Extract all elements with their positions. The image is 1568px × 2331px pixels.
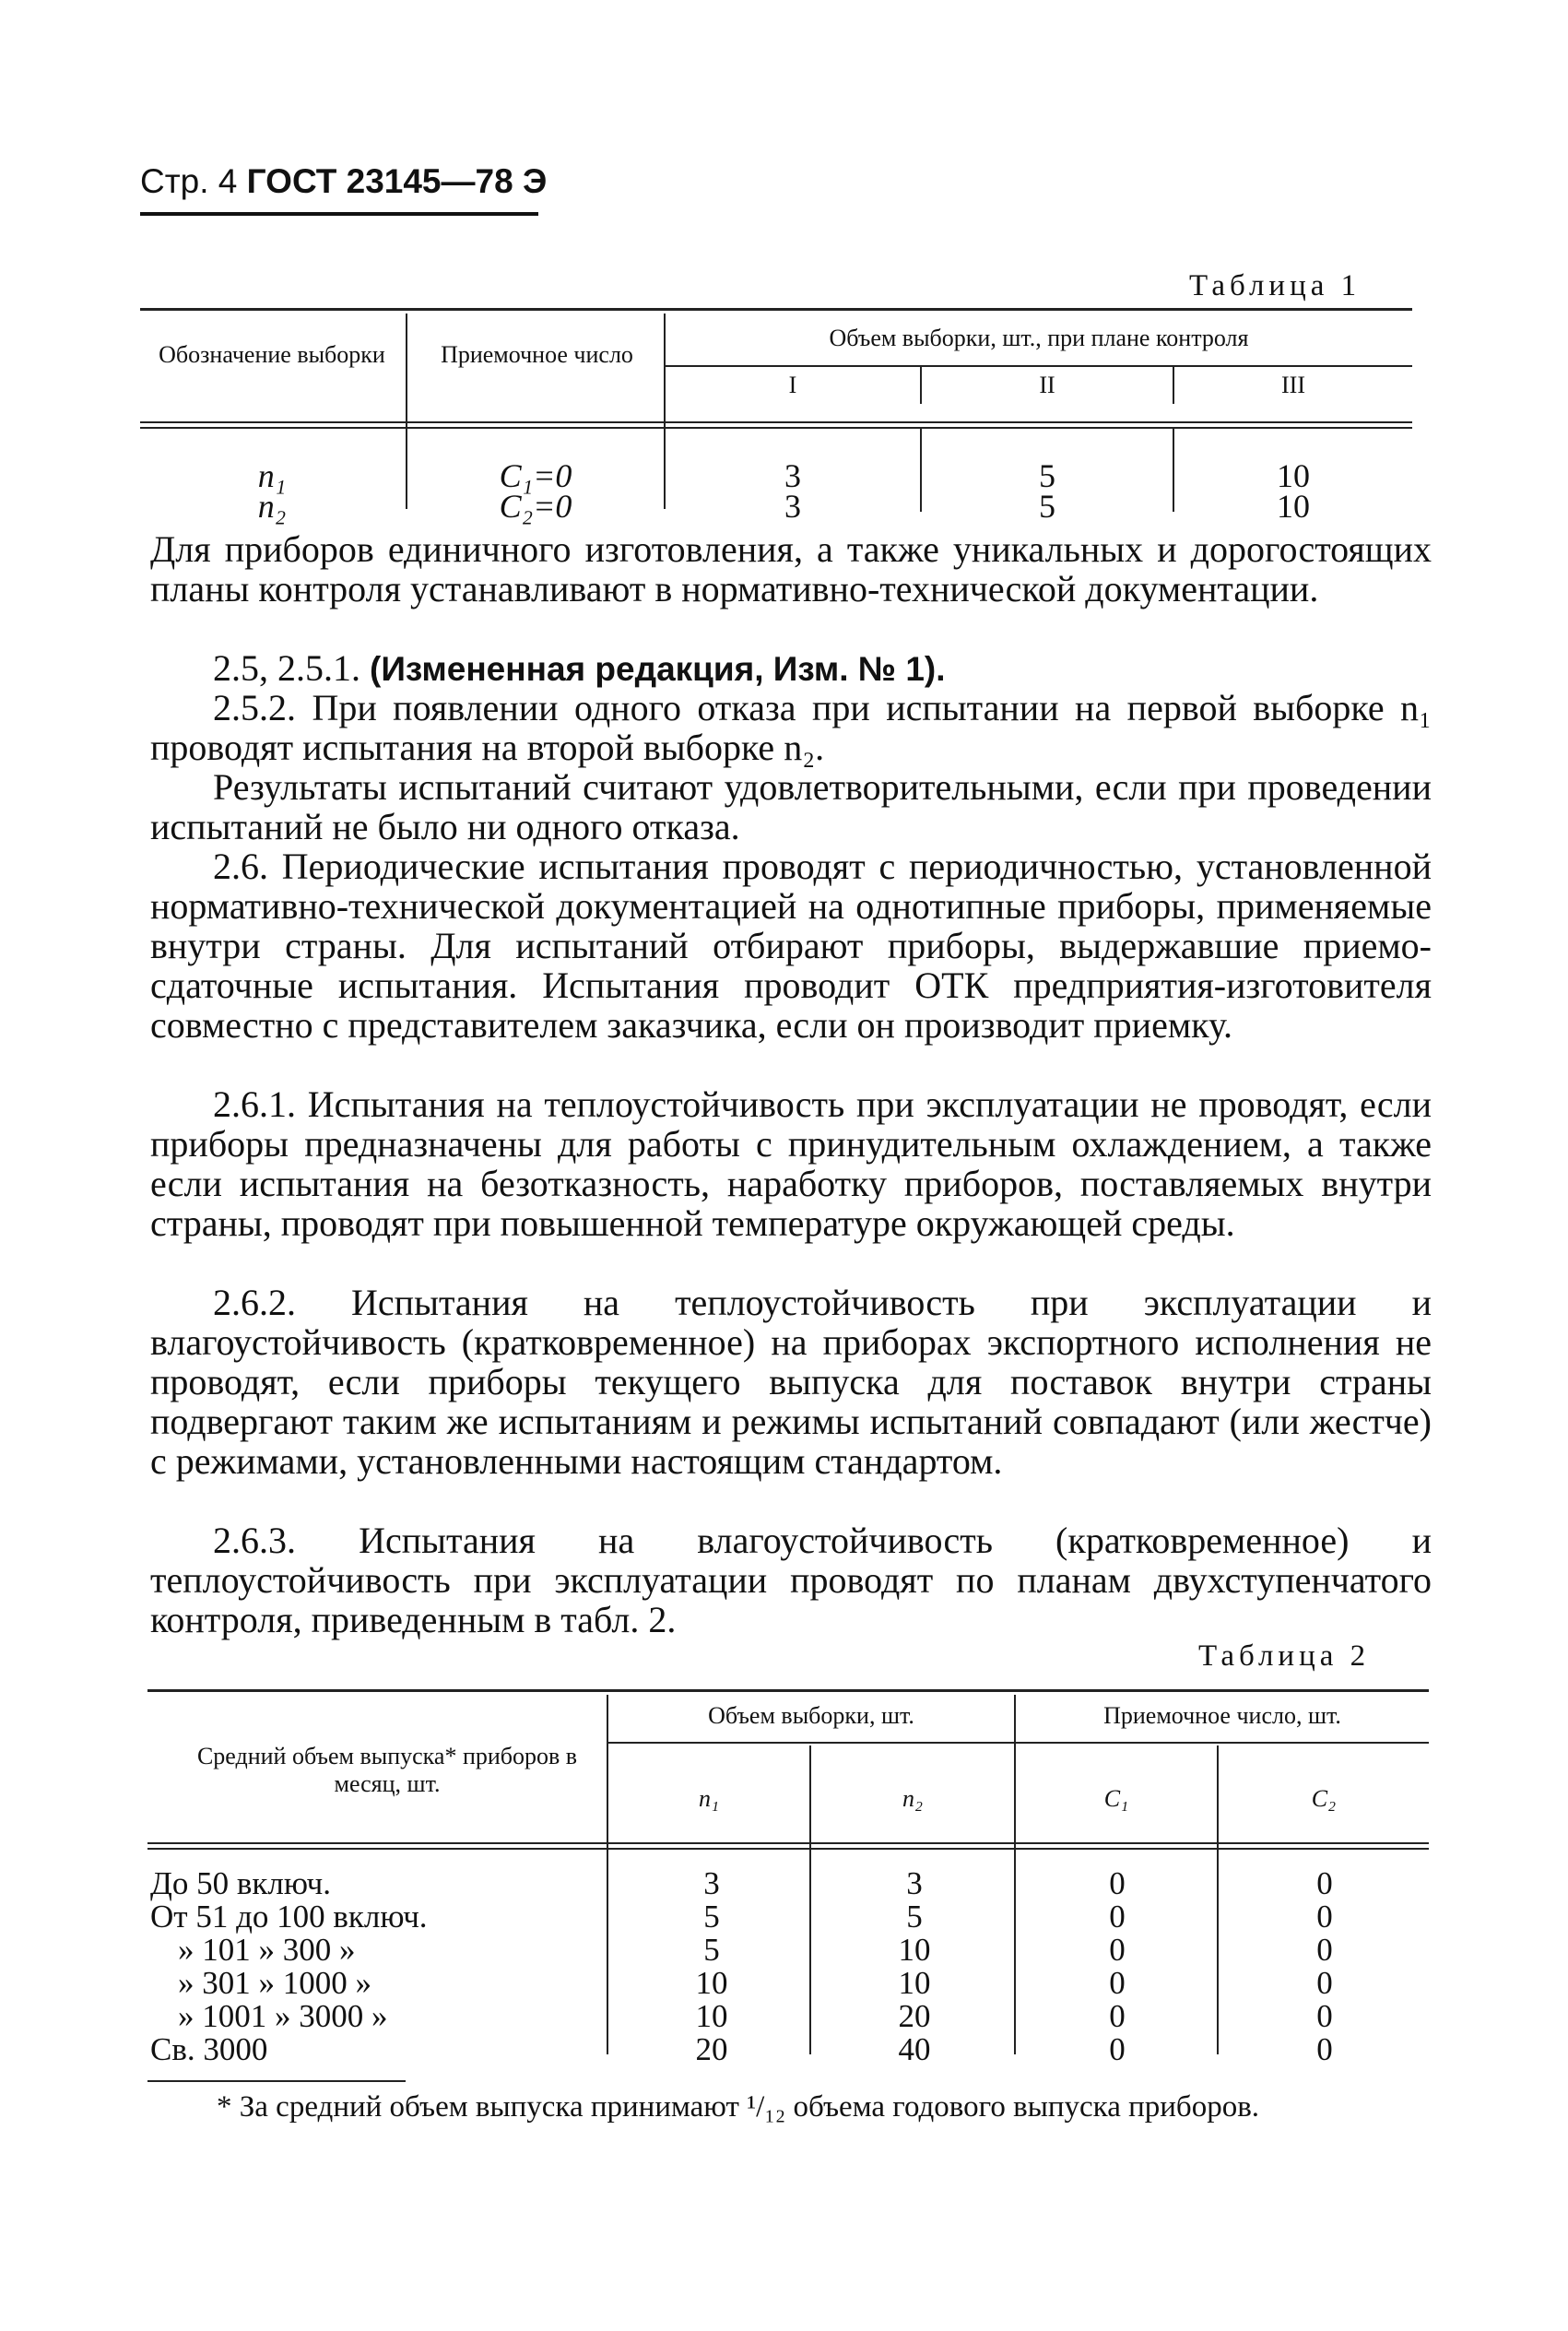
t1-row2-plan3: 10 — [1277, 488, 1310, 525]
standard-number: ГОСТ 23145—78 Э — [246, 162, 548, 200]
paragraph-2-6: 2.6. Периодические испытания проводят с периодичностью, установленной нормативно-технической документацией на однотипные приборы, применяемые внутри страны. Для испытаний отбирают приборы, выдержавшие приемо-сдаточные испытания. Испытания проводит ОТК предприятия-изготовителя совместно с представителем заказчика, если он производит приемку. — [150, 846, 1432, 1046]
t2-head-c2: C₂ — [1311, 1785, 1337, 1812]
t1-row2-accept: C₂=0 — [499, 488, 572, 525]
paragraph-amendment — [150, 648, 1432, 689]
paragraph-2-5-2: 2.5.2. При появлении одного отказа при испытании на первой выборке n₁ проводят испытания на второй выборке n₂. — [150, 687, 1432, 768]
table-row: » 1001 » 3000 » 10 20 0 0 — [178, 1998, 1333, 2034]
t2-head-sample: Объем выборки, шт. — [708, 1702, 914, 1729]
table-row: » 301 » 1000 » 10 10 0 0 — [178, 1965, 1333, 2001]
t2-head-c1: C₁ — [1103, 1785, 1129, 1812]
t2-head-volume: Средний объем выпуска* приборов в месяц, шт. — [196, 1743, 578, 1797]
table-row: » 101 » 300 » 5 10 0 0 — [178, 1932, 1333, 1968]
table2-caption: Таблица 2 — [1198, 1639, 1371, 1673]
paragraph-2-6-2: 2.6.2. Испытания на теплоустойчивость при эксплуатации и влагоустойчивость (кратковременное) на приборах экспортного исполнения не проводят, если приборы текущего выпуска для поставок внутри страны подвергают таким же испытаниям и режимы испытаний совпадают (или жестче) с режимами, установленными настоящим стандартом. — [150, 1282, 1432, 1482]
paragraph-2-6-3: 2.6.3. Испытания на влагоустойчивость (кратковременное) и теплоустойчивость при эксплуатации проводят по планам двухступенчатого контроля, приведенным в табл. 2. — [150, 1520, 1432, 1640]
amendment-note: (Измененная редакция, Изм. № 1). — [370, 650, 946, 688]
paragraph-individual-devices: Для приборов единичного изготовления, а также уникальных и дорогостоящих планы контроля устанавливают в нормативно-технической документации. — [150, 528, 1432, 609]
t1-row1-sample: n₁ — [257, 457, 287, 494]
amendment-number: 2.5, 2.5.1. — [213, 647, 360, 689]
footnote-rule — [147, 2080, 406, 2082]
t1-row1-accept: C₁=0 — [499, 457, 572, 494]
paragraph-2-6-1: 2.6.1. Испытания на теплоустойчивость при эксплуатации не проводят, если приборы предназначены для работы с принудительным охлаждением, а также если испытания на безотказность, наработку приборов, поставляемых внутри страны, проводят при повышенной температуре окружающей среды. — [150, 1083, 1432, 1244]
t1-row2-sample: n₂ — [257, 488, 287, 525]
table-row: До 50 включ. 3 3 0 0 — [150, 1865, 1333, 1901]
t1-row1-plan1: 3 — [784, 457, 801, 494]
page-label: Стр. 4 — [140, 162, 238, 200]
t1-row1-plan3: 10 — [1277, 457, 1310, 494]
t1-head-plan-1: I — [788, 372, 797, 398]
table-row: От 51 до 100 включ. 5 5 0 0 — [150, 1899, 1333, 1935]
t1-head-plan-3: III — [1281, 372, 1305, 398]
t1-head-plan-2: II — [1039, 372, 1055, 398]
table-row: Св. 3000 20 40 0 0 — [150, 2031, 1333, 2067]
footnote: * За средний объем выпуска принимают ¹/₁₂ объема годового выпуска приборов. — [217, 2090, 1260, 2124]
paragraph-results: Результаты испытаний считают удовлетворительными, если при проведении испытаний не было ни одного отказа. — [150, 766, 1432, 847]
t1-head-sample: Обозначение выборки — [159, 341, 385, 368]
t1-head-accept: Приемочное число — [441, 341, 633, 368]
t2-head-n2: n₂ — [902, 1785, 924, 1812]
t1-head-volume: Объем выборки, шт., при плане контроля — [829, 325, 1249, 351]
header-rule — [140, 212, 538, 216]
table1-caption: Таблица 1 — [1189, 269, 1362, 302]
t1-row1-plan2: 5 — [1039, 457, 1055, 494]
t1-row2-plan2: 5 — [1039, 488, 1055, 525]
page-header — [140, 162, 547, 201]
t2-head-n1: n₁ — [698, 1785, 720, 1812]
t2-head-accept: Приемочное число, шт. — [1103, 1702, 1341, 1729]
t1-row2-plan1: 3 — [784, 488, 801, 525]
